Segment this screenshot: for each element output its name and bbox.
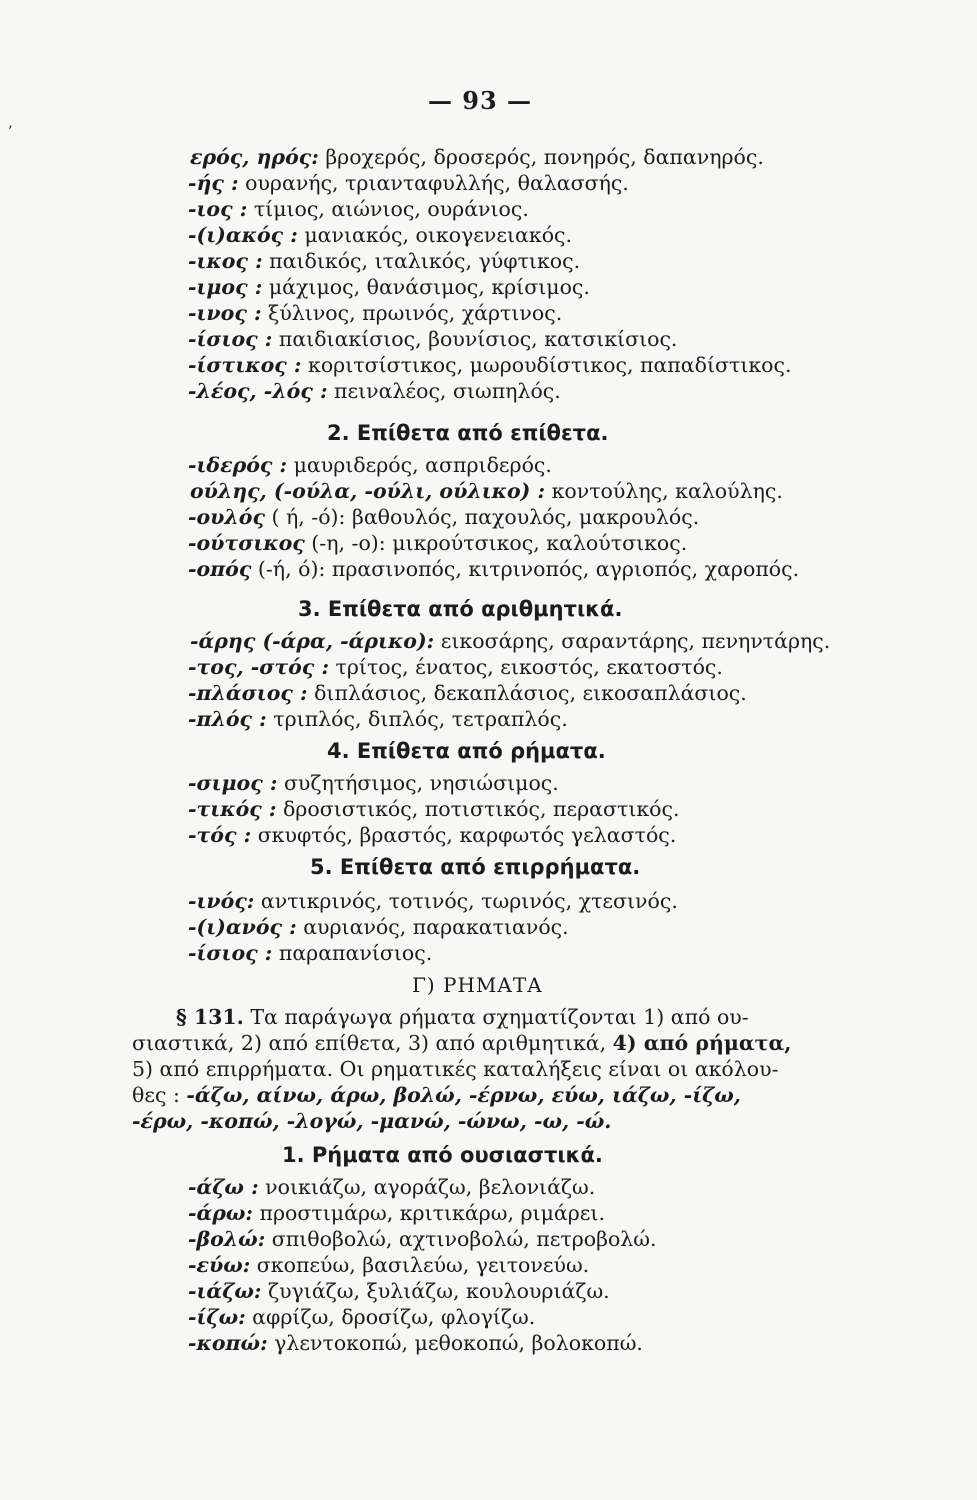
examples: βροχερός, δροσερός, πονηρός, δαπανηρός. — [318, 145, 764, 169]
suffix-line — [188, 274, 590, 300]
examples: αυριανός, παρακατιανός. — [296, 915, 569, 939]
suffix-list: -άζω, αίνω, άρω, βολώ, -έρνω, εύω, ιάζω, -ίζω, — [186, 1083, 741, 1107]
suffix: -ιδερός : — [188, 453, 288, 477]
section-heading: 4. Επίθετα από ρήματα. — [327, 739, 606, 763]
examples: δροσιστικός, ποτιστικός, περαστικός. — [276, 797, 680, 821]
suffix-line — [188, 352, 792, 378]
suffix-line — [188, 196, 529, 222]
suffix: -ής : — [188, 171, 239, 195]
suffix-line — [188, 300, 562, 326]
suffix-line — [188, 654, 723, 680]
suffix-line — [188, 770, 559, 796]
paragraph-line — [176, 1004, 749, 1030]
suffix-line — [188, 888, 678, 914]
suffix-line — [188, 1278, 610, 1304]
section-heading: 3. Επίθετα από αριθμητικά. — [298, 597, 623, 621]
examples: παραπανίσιος. — [272, 941, 433, 965]
suffix-line — [188, 170, 629, 196]
suffix: -ιμος : — [188, 275, 263, 299]
suffix: ερός, ηρός: — [190, 145, 319, 169]
suffix: -άζω : — [188, 1175, 259, 1199]
suffix-line — [188, 914, 569, 940]
suffix: -ιος : — [188, 197, 248, 221]
suffix: -ούτσικος — [188, 531, 305, 555]
examples: προστιμάρω, κριτικάρω, ριμάρει. — [253, 1201, 605, 1225]
suffix: -ικος : — [188, 249, 263, 273]
suffix-line — [188, 822, 676, 848]
suffix-list: -έρω, -κοπώ, -λογώ, -μανώ, -ώνω, -ω, -ώ. — [132, 1109, 612, 1133]
suffix-line — [188, 556, 799, 582]
examples: αντικρινός, τοτινός, τωρινός, χτεσινός. — [254, 889, 678, 913]
examples: κοντούλης, καλούλης. — [545, 479, 783, 503]
examples: γλεντοκοπώ, μεθοκοπώ, βολοκοπώ. — [267, 1331, 643, 1355]
suffix-line — [188, 940, 432, 966]
suffix-line — [188, 1200, 605, 1226]
examples: ξύλινος, πρωινός, χάρτινος. — [261, 301, 563, 325]
margin-mark: ’ — [8, 124, 13, 140]
examples: κοριτσίστικος, μωρουδίστικος, παπαδίστικος. — [301, 353, 792, 377]
suffix: -κοπώ: — [188, 1331, 268, 1355]
examples: πειναλέος, σιωπηλός. — [327, 379, 561, 403]
examples: μανιακός, οικογενειακός. — [297, 223, 573, 247]
paragraph-text: σιαστικά, 2) από επίθετα, 3) από αριθμητικά, — [132, 1031, 613, 1055]
examples: αφρίζω, δροσίζω, φλογίζω. — [245, 1305, 536, 1329]
suffix: -άρης (-άρα, -άρικο): — [190, 629, 435, 653]
examples: σκοπεύω, βασιλεύω, γειτονεύω. — [250, 1253, 590, 1277]
examples: (-η, -ο): μικρούτσικος, καλούτσικος. — [304, 531, 688, 555]
paragraph-line — [132, 1056, 779, 1082]
paragraph-bold: 4) από ρήματα, — [612, 1031, 792, 1055]
suffix-line — [188, 248, 580, 274]
suffix: -σιμος : — [188, 771, 278, 795]
suffix: -τος, -στός : — [188, 655, 330, 679]
suffix: -λέος, -λός : — [188, 379, 328, 403]
suffix-line — [188, 1330, 643, 1356]
paragraph-text: θες : — [132, 1083, 187, 1107]
suffix-line — [190, 478, 783, 504]
examples: μαυριδερός, ασπριδερός. — [287, 453, 552, 477]
examples: εικοσάρης, σαραντάρης, πενηντάρης. — [434, 629, 831, 653]
suffix: -ινος : — [188, 301, 262, 325]
suffix: -ινός: — [188, 889, 255, 913]
paragraph-line — [132, 1030, 791, 1056]
suffix: -ίστικος : — [188, 353, 302, 377]
examples: τριπλός, διπλός, τετραπλός. — [266, 707, 568, 731]
page-number: — 93 — — [427, 86, 533, 115]
examples: τίμιος, αιώνιος, ουράνιος. — [247, 197, 529, 221]
suffix: -ίσιος : — [188, 941, 273, 965]
suffix-line — [188, 504, 699, 530]
section-heading: 2. Επίθετα από επίθετα. — [327, 421, 609, 445]
paragraph-text: 5) από επιρρήματα. Οι ρηματικές καταλήξεις είναι οι ακόλου- — [132, 1057, 779, 1081]
paragraph-line — [132, 1108, 611, 1134]
suffix-line — [188, 326, 677, 352]
examples: σκυφτός, βραστός, καρφωτός γελαστός. — [251, 823, 677, 847]
suffix: -(ι)ακός : — [188, 223, 298, 247]
suffix: -ουλός — [188, 505, 265, 529]
suffix: -ιάζω: — [188, 1279, 262, 1303]
suffix-line — [188, 796, 680, 822]
examples: ουρανής, τριανταφυλλής, θαλασσής. — [238, 171, 629, 195]
examples: παιδιακίσιος, βουνίσιος, κατσικίσιος. — [272, 327, 678, 351]
suffix-line — [188, 1174, 595, 1200]
section-heading: 1. Ρήματα από ουσιαστικά. — [282, 1143, 603, 1167]
examples: διπλάσιος, δεκαπλάσιος, εικοσαπλάσιος. — [307, 681, 747, 705]
suffix-line — [188, 378, 561, 404]
suffix: ούλης, (-ούλα, -ούλι, ούλικο) : — [190, 479, 546, 503]
chapter-title: Γ) ΡΗΜΑΤΑ — [412, 973, 543, 997]
suffix-line — [190, 144, 764, 170]
examples: (-ή, ό): πρασινοπός, κιτρινοπός, αγριοπός, χαροπός. — [251, 557, 800, 581]
paragraph-line — [132, 1082, 741, 1108]
suffix-line — [188, 222, 572, 248]
examples: συζητήσιμος, νησιώσιμος. — [277, 771, 559, 795]
suffix: -ίσιος : — [188, 327, 273, 351]
suffix: -ίζω: — [188, 1305, 246, 1329]
examples: σπιθοβολώ, αχτινοβολώ, πετροβολώ. — [265, 1227, 657, 1251]
examples: ( ή, -ό): βαθουλός, παχουλός, μακρουλός. — [264, 505, 700, 529]
suffix: -βολώ: — [188, 1227, 266, 1251]
suffix: -πλός : — [188, 707, 267, 731]
examples: παιδικός, ιταλικός, γύφτικος. — [262, 249, 581, 273]
paragraph-text: Τα παράγωγα ρήματα σχηματίζονται 1) από ου- — [243, 1005, 749, 1029]
suffix-line — [188, 1252, 589, 1278]
section-number: § 131. — [176, 1005, 244, 1029]
suffix-line — [188, 680, 747, 706]
examples: νοικιάζω, αγοράζω, βελονιάζω. — [258, 1175, 596, 1199]
suffix: -(ι)ανός : — [188, 915, 297, 939]
suffix: -άρω: — [188, 1201, 254, 1225]
section-heading: 5. Επίθετα από επιρρήματα. — [310, 855, 641, 879]
examples: ζυγιάζω, ξυλιάζω, κουλουριάζω. — [261, 1279, 610, 1303]
suffix: -τός : — [188, 823, 252, 847]
suffix: -τικός : — [188, 797, 277, 821]
examples: τρίτος, ένατος, εικοστός, εκατοστός. — [329, 655, 723, 679]
suffix-line — [188, 1226, 657, 1252]
suffix-line — [188, 706, 568, 732]
suffix-line — [188, 1304, 535, 1330]
examples: μάχιμος, θανάσιμος, κρίσιμος. — [262, 275, 590, 299]
suffix: -οπός — [188, 557, 252, 581]
suffix: -πλάσιος : — [188, 681, 308, 705]
suffix-line — [190, 628, 830, 654]
suffix: -εύω: — [188, 1253, 251, 1277]
suffix-line — [188, 452, 552, 478]
suffix-line — [188, 530, 687, 556]
